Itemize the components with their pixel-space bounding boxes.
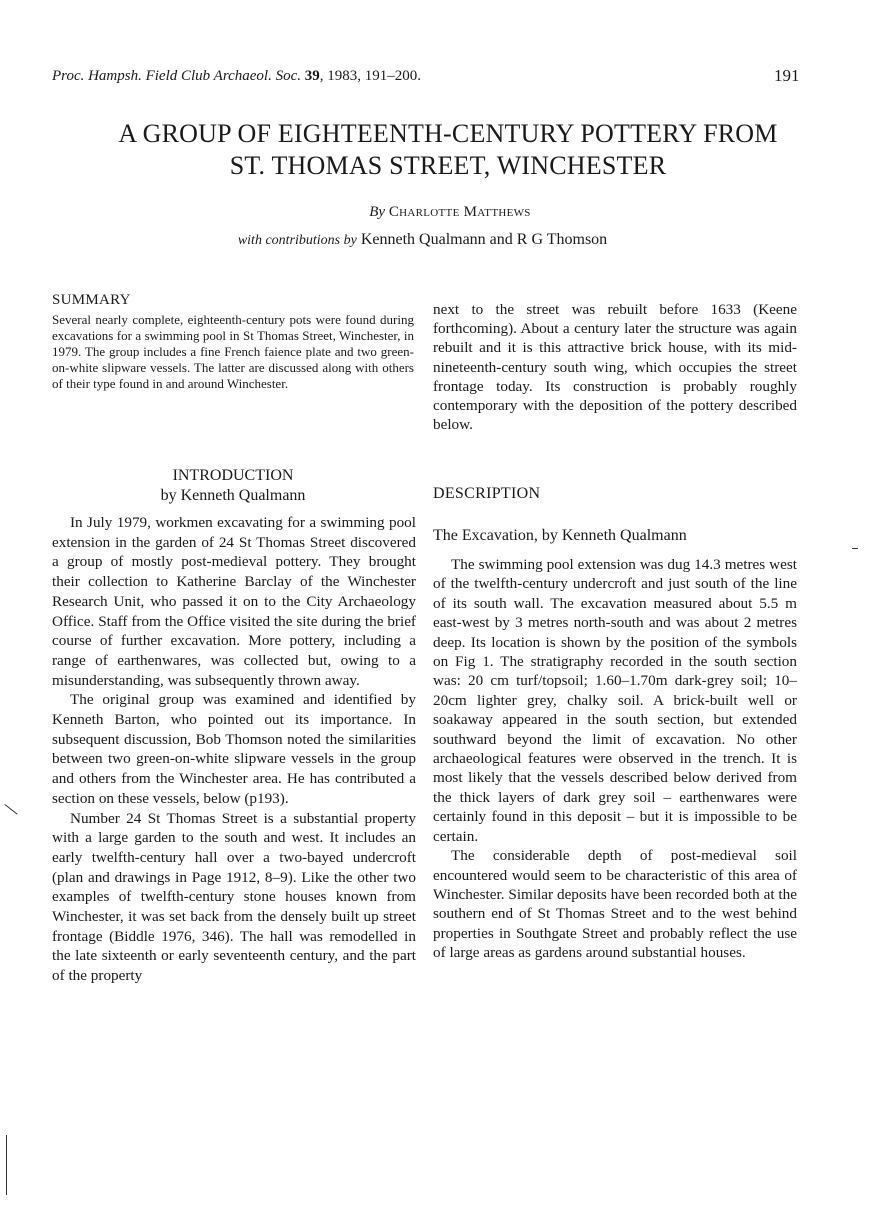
introduction-heading-block [52,466,414,506]
summary-text: Several nearly complete, eighteenth-century pots were found during excavations for a swimming pool in St Thomas Street, Winchester, in 1979. The group includes a fine French faience plate and two green-on-white slipware vessels. The latter are discussed along with others of their type found in and around Winchester. [52,312,414,391]
excavation-subheading: The Excavation, by Kenneth Qualmann [433,527,687,544]
right-column-body [433,555,797,963]
description-paragraph-2: The considerable depth of post-medieval soil encountered would seem to be characteristic of this area of Winchester. Similar deposits have been recorded both at the southern end of St Thomas Street and to the west behind properties in Southgate Street and probably reflect the use of large areas as gardens around substantial houses. [433,847,797,962]
scan-stray-mark [4,804,17,815]
journal-volume: 39 [304,68,320,84]
journal-reference [52,68,421,85]
author-name: Charlotte Matthews [388,204,531,220]
introduction-heading: INTRODUCTION [172,467,294,484]
scan-margin-mark [852,548,858,549]
journal-name: Proc. Hampsh. Field Club Archaeol. Soc. [52,68,301,84]
introduction-byline: by Kenneth Qualmann [160,487,306,504]
title-line-1: A GROUP OF EIGHTEENTH-CENTURY POTTERY FROM [118,119,778,148]
summary-heading: SUMMARY [52,292,131,308]
intro-paragraph-3: Number 24 St Thomas Street is a substantial property with a large garden to the south and west. It includes an early twelfth-century hall over a two-bayed undercroft (plan and drawings in Page 1912, 8–9). Like the other two examples of twelfth-century stone houses known from Winchester, it was set back from the densely built up street frontage (Biddle 1976, 346). The hall was remodelled in the late sixteenth or early seventeenth century, and the part of the property [52,809,416,985]
right-column-continuation [433,300,797,434]
article-title [40,118,856,182]
byline-by: By [369,204,386,220]
description-heading: DESCRIPTION [433,485,541,502]
intro-continuation: next to the street was rebuilt before 1633 (Keene forthcoming). About a century later the structure was again rebuilt and it is this attractive brick house, with its mid-nineteenth-century south wing, which occupies the street frontage today. Its construction is probably roughly contemporary with the deposition of the pottery described below. [433,301,797,434]
left-column-body [52,513,416,986]
contributors-line [0,231,845,249]
author-byline [0,204,896,221]
intro-paragraph-1: In July 1979, workmen excavating for a swimming pool extension in the garden of 24 St Thomas Street discovered a group of mostly post-medieval pottery. They brought their collection to Katherine Barclay of the Winchester Research Unit, who passed it on to the City Archaeology Office. Staff from the Office visited the site during the brief course of further excavation. More pottery, including a range of earthenwares, was collected but, owing to a misunderstanding, was subsequently thrown away. [52,514,416,689]
contributors-label: with contributions by [237,233,357,248]
page-number: 191 [774,66,800,85]
intro-paragraph-2: The original group was examined and identified by Kenneth Barton, who pointed out its importance. In subsequent discussion, Bob Thomson noted the similarities between two green-on-white slipware vessels in the group and others from the Winchester area. He has contributed a section on these vessels, below (p193). [52,691,416,807]
description-paragraph-1: The swimming pool extension was dug 14.3 metres west of the twelfth-century undercroft and just south of the line of its south wall. The excavation measured about 5.5 m east-west by 3 metres north-south and was about 2 metres deep. Its location is shown by the position of the symbols on Fig 1. The stratigraphy recorded in the south section was: 20 cm turf/topsoil; 1.60–1.70m dark-grey soil; 10–20cm lighter grey, chalky soil. A brick-built well or soakaway appeared in the south section, but extended southward beyond the limit of excavation. No other archaeological features were observed in the trench. It is most likely that the vessels described below derived from the thick layers of dark grey soil – earthenwares were certainly found in this deposit – but it is impossible to be certain. [433,556,797,845]
contributors-names: Kenneth Qualmann and R G Thomson [360,231,608,248]
title-line-2: ST. THOMAS STREET, WINCHESTER [229,151,667,180]
journal-year-pages: , 1983, 191–200. [319,68,421,84]
scan-edge-mark [6,1135,7,1195]
